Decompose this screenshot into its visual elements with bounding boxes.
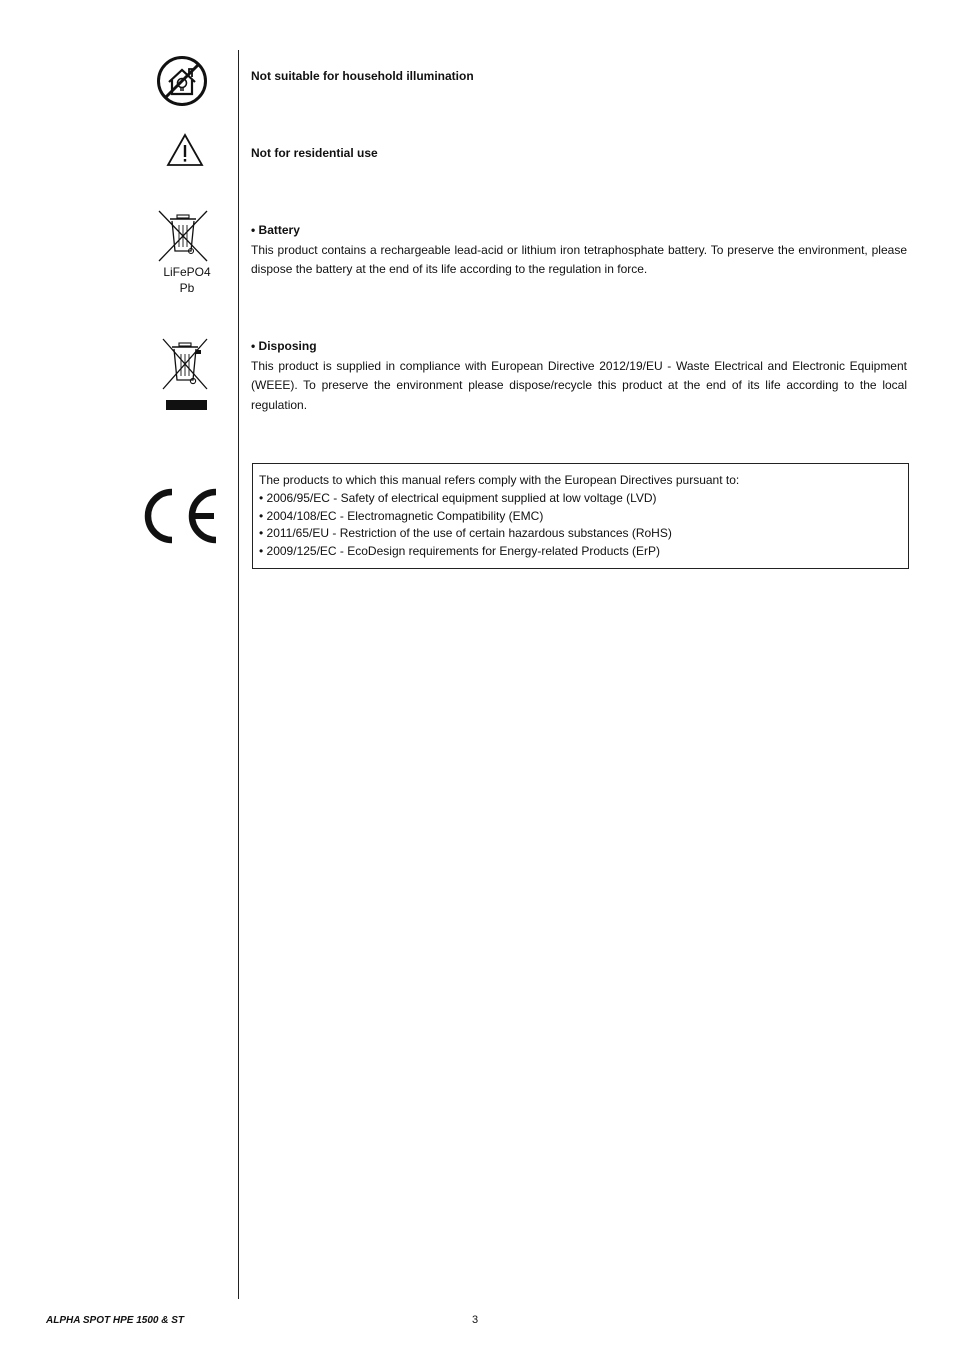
ce-directive-item: • 2004/108/EC - Electromagnetic Compatibility (EMC)	[259, 508, 544, 523]
battery-text: This product contains a rechargeable lead-acid or lithium iron tetraphosphate battery. To preserve the environment, please dispose the battery at the end of its life according to the regulation in force.	[251, 242, 907, 276]
ce-directive-item: • 2011/65/EU - Restriction of the use of certain hazardous substances (RoHS)	[259, 526, 672, 541]
ce-intro: The products to which this manual refers comply with the European Directives pursuant to:	[259, 473, 740, 487]
battery-disposal-bin-icon	[157, 209, 209, 263]
residential-use-notice: Not for residential use	[251, 146, 378, 160]
battery-chem-label-1: LiFePO4	[163, 265, 211, 279]
ce-directive-item: • 2009/125/EC - EcoDesign requirements for Energy-related Products (ErP)	[259, 544, 661, 559]
column-divider	[238, 50, 239, 1299]
household-illumination-notice: Not suitable for household illumination	[251, 69, 474, 83]
footer-page-number: 3	[472, 1314, 479, 1326]
disposing-title: • Disposing	[251, 339, 317, 353]
battery-title: • Battery	[251, 223, 300, 237]
footer-model-name: ALPHA SPOT HPE 1500 & ST	[46, 1315, 184, 1326]
ce-compliance-box	[252, 463, 909, 569]
disposing-section	[251, 337, 907, 415]
disposing-text: This product is supplied in compliance with European Directive 2012/19/EU - Waste Electrical and Electronic Equipment (WEEE). To preserve the environment please dispose/recycle this product at the end of its life according to the local regulation.	[251, 358, 907, 412]
warning-icon	[166, 133, 204, 167]
weee-disposal-bin-icon	[160, 336, 210, 412]
battery-section	[251, 221, 907, 280]
ce-directive-item: • 2006/95/EC - Safety of electrical equipment supplied at low voltage (LVD)	[259, 490, 657, 505]
battery-chem-label-2: Pb	[179, 281, 195, 295]
ce-mark-icon	[140, 487, 220, 545]
no-household-illumination-icon	[156, 55, 208, 107]
